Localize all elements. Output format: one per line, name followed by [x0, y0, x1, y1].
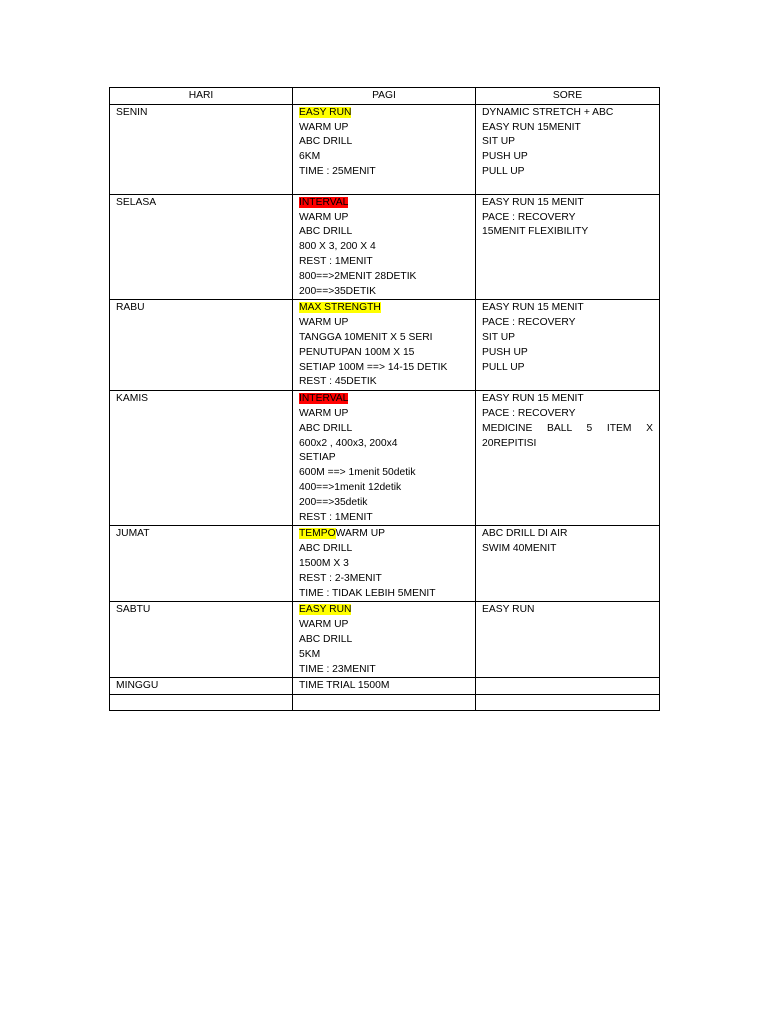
pagi-line — [299, 663, 469, 678]
cell-hari: SELASA — [110, 194, 293, 300]
table-row — [110, 678, 660, 695]
cell-pagi — [293, 602, 476, 678]
training-schedule-table — [109, 87, 660, 711]
pagi-line — [299, 106, 469, 121]
pagi-line — [299, 679, 469, 694]
line-text: WARM UP — [299, 211, 349, 223]
pagi-line — [299, 121, 469, 136]
line-text: EASY RUN 15MENIT — [482, 121, 581, 133]
line-text: 800 X 3, 200 X 4 — [299, 241, 376, 253]
pagi-line — [299, 407, 469, 422]
pagi-line — [299, 270, 469, 285]
document-page — [109, 87, 659, 711]
line-text: WARM UP — [299, 619, 349, 631]
highlighted-session-type: EASY RUN — [299, 106, 352, 118]
pagi-line — [299, 587, 469, 602]
pagi-line — [299, 240, 469, 255]
pagi-line — [299, 285, 469, 300]
table-row — [110, 695, 660, 711]
pagi-line — [299, 603, 469, 618]
line-text: SETIAP 100M ==> 14-15 DETIK — [299, 361, 448, 373]
pagi-line — [299, 451, 469, 466]
sore-line — [482, 301, 653, 316]
header-hari: HARI — [110, 88, 293, 105]
line-text: 15MENIT FLEXIBILITY — [482, 226, 589, 238]
line-text: PENUTUPAN 100M X 15 — [299, 346, 415, 358]
table-row — [110, 391, 660, 526]
sore-line — [482, 331, 653, 346]
sore-line — [482, 603, 653, 618]
cell-pagi — [293, 695, 476, 711]
line-text: EASY RUN 15 MENIT — [482, 302, 584, 314]
cell-pagi — [293, 300, 476, 391]
line-text: 800==>2MENIT 28DETIK — [299, 270, 417, 282]
pagi-line — [299, 527, 469, 542]
cell-pagi — [293, 391, 476, 526]
sore-line — [482, 361, 653, 376]
pagi-line — [299, 225, 469, 240]
line-text: EASY RUN 15 MENIT — [482, 393, 584, 405]
pagi-line — [299, 331, 469, 346]
sore-line — [482, 121, 653, 136]
line-text: ABC DRILL DI AIR — [482, 528, 568, 540]
line-text: ABC DRILL — [299, 422, 353, 434]
cell-sore — [476, 104, 660, 194]
sore-line — [482, 422, 653, 437]
cell-sore — [476, 695, 660, 711]
cell-hari: SENIN — [110, 104, 293, 194]
cell-sore — [476, 526, 660, 602]
sore-line — [482, 437, 653, 452]
pagi-line — [299, 165, 469, 180]
pagi-line — [299, 301, 469, 316]
line-text: 6KM — [299, 151, 321, 163]
line-text: 1500M X 3 — [299, 557, 349, 569]
sore-line — [482, 225, 653, 240]
highlighted-session-type: INTERVAL — [299, 196, 349, 208]
sore-line — [482, 542, 653, 557]
cell-sore — [476, 194, 660, 300]
line-text: REST : 1MENIT — [299, 511, 373, 523]
pagi-line — [299, 648, 469, 663]
sore-line — [482, 106, 653, 121]
line-text: WARM UP — [299, 121, 349, 133]
cell-pagi — [293, 678, 476, 695]
pagi-line — [299, 346, 469, 361]
cell-hari: SABTU — [110, 602, 293, 678]
line-text: PULL UP — [482, 361, 525, 373]
pagi-line — [299, 542, 469, 557]
sore-line — [482, 150, 653, 165]
pagi-line — [299, 618, 469, 633]
highlighted-session-type: MAX STRENGTH — [299, 302, 381, 314]
table-row — [110, 300, 660, 391]
sore-line — [482, 392, 653, 407]
pagi-line — [299, 557, 469, 572]
sore-line — [482, 316, 653, 331]
cell-pagi — [293, 104, 476, 194]
line-text: EASY RUN 15 MENIT — [482, 196, 584, 208]
line-text: DYNAMIC STRETCH + ABC — [482, 106, 614, 118]
highlighted-session-type: EASY RUN — [299, 604, 352, 616]
pagi-line — [299, 496, 469, 511]
line-text: 200==>35DETIK — [299, 285, 376, 297]
line-text: REST : 45DETIK — [299, 376, 377, 388]
sore-line — [482, 196, 653, 211]
cell-hari: RABU — [110, 300, 293, 391]
line-text: ABC DRILL — [299, 543, 353, 555]
line-text: 20REPITISI — [482, 437, 537, 449]
pagi-line — [299, 511, 469, 526]
table-row — [110, 526, 660, 602]
line-text: PACE : RECOVERY — [482, 317, 576, 329]
cell-hari: JUMAT — [110, 526, 293, 602]
line-text: PUSH UP — [482, 151, 528, 163]
cell-sore — [476, 391, 660, 526]
pagi-line — [299, 481, 469, 496]
sore-line — [482, 407, 653, 422]
pagi-line — [299, 316, 469, 331]
pagi-line — [299, 422, 469, 437]
pagi-line — [299, 211, 469, 226]
pagi-line — [299, 466, 469, 481]
sore-line — [482, 527, 653, 542]
line-text: 600x2 , 400x3, 200x4 — [299, 437, 398, 449]
line-text: WARM UP — [299, 317, 349, 329]
cell-sore — [476, 678, 660, 695]
pagi-line — [299, 135, 469, 150]
header-sore: SORE — [476, 88, 660, 105]
line-text: ABC DRILL — [299, 226, 353, 238]
line-text: TIME : 23MENIT — [299, 663, 376, 675]
sore-line — [482, 211, 653, 226]
line-text: REST : 2-3MENIT — [299, 572, 382, 584]
highlighted-session-type: INTERVAL — [299, 393, 349, 405]
cell-hari — [110, 695, 293, 711]
pagi-line — [299, 255, 469, 270]
sore-line — [482, 346, 653, 361]
pagi-line — [299, 633, 469, 648]
sore-line — [482, 135, 653, 150]
line-text: 400==>1menit 12detik — [299, 481, 402, 493]
line-text: SETIAP — [299, 452, 336, 464]
cell-pagi — [293, 526, 476, 602]
line-text: REST : 1MENIT — [299, 255, 373, 267]
pagi-line — [299, 150, 469, 165]
line-text: ABC DRILL — [299, 633, 353, 645]
table-row — [110, 104, 660, 194]
table-row — [110, 194, 660, 300]
pagi-line — [299, 392, 469, 407]
line-text: 200==>35detik — [299, 496, 368, 508]
line-text: TIME : 25MENIT — [299, 165, 376, 177]
line-text: PUSH UP — [482, 346, 528, 358]
line-text: SWIM 40MENIT — [482, 543, 557, 555]
line-text: TANGGA 10MENIT X 5 SERI — [299, 331, 433, 343]
line-text: 600M ==> 1menit 50detik — [299, 467, 416, 479]
line-text: ABC DRILL — [299, 136, 353, 148]
line-text: TIME : TIDAK LEBIH 5MENIT — [299, 587, 436, 599]
pagi-line — [299, 572, 469, 587]
line-text: 5KM — [299, 648, 321, 660]
pagi-line — [299, 196, 469, 211]
line-text: PULL UP — [482, 165, 525, 177]
line-text: EASY RUN — [482, 604, 535, 616]
table-header-row — [110, 88, 660, 105]
highlighted-session-type: TEMPO — [299, 528, 336, 540]
header-pagi: PAGI — [293, 88, 476, 105]
cell-hari: MINGGU — [110, 678, 293, 695]
cell-sore — [476, 300, 660, 391]
sore-line — [482, 165, 653, 180]
table-row — [110, 602, 660, 678]
line-text: WARM UP — [335, 528, 386, 540]
line-text: SIT UP — [482, 331, 515, 343]
line-text: MEDICINE BALL 5 ITEM X — [482, 422, 653, 434]
pagi-line — [299, 437, 469, 452]
line-text: PACE : RECOVERY — [482, 211, 576, 223]
line-text: PACE : RECOVERY — [482, 407, 576, 419]
cell-pagi — [293, 194, 476, 300]
line-text: TIME TRIAL 1500M — [299, 680, 390, 692]
cell-sore — [476, 602, 660, 678]
pagi-line — [299, 375, 469, 390]
line-text: SIT UP — [482, 136, 515, 148]
line-text: WARM UP — [299, 407, 349, 419]
pagi-line — [299, 361, 469, 376]
cell-hari: KAMIS — [110, 391, 293, 526]
